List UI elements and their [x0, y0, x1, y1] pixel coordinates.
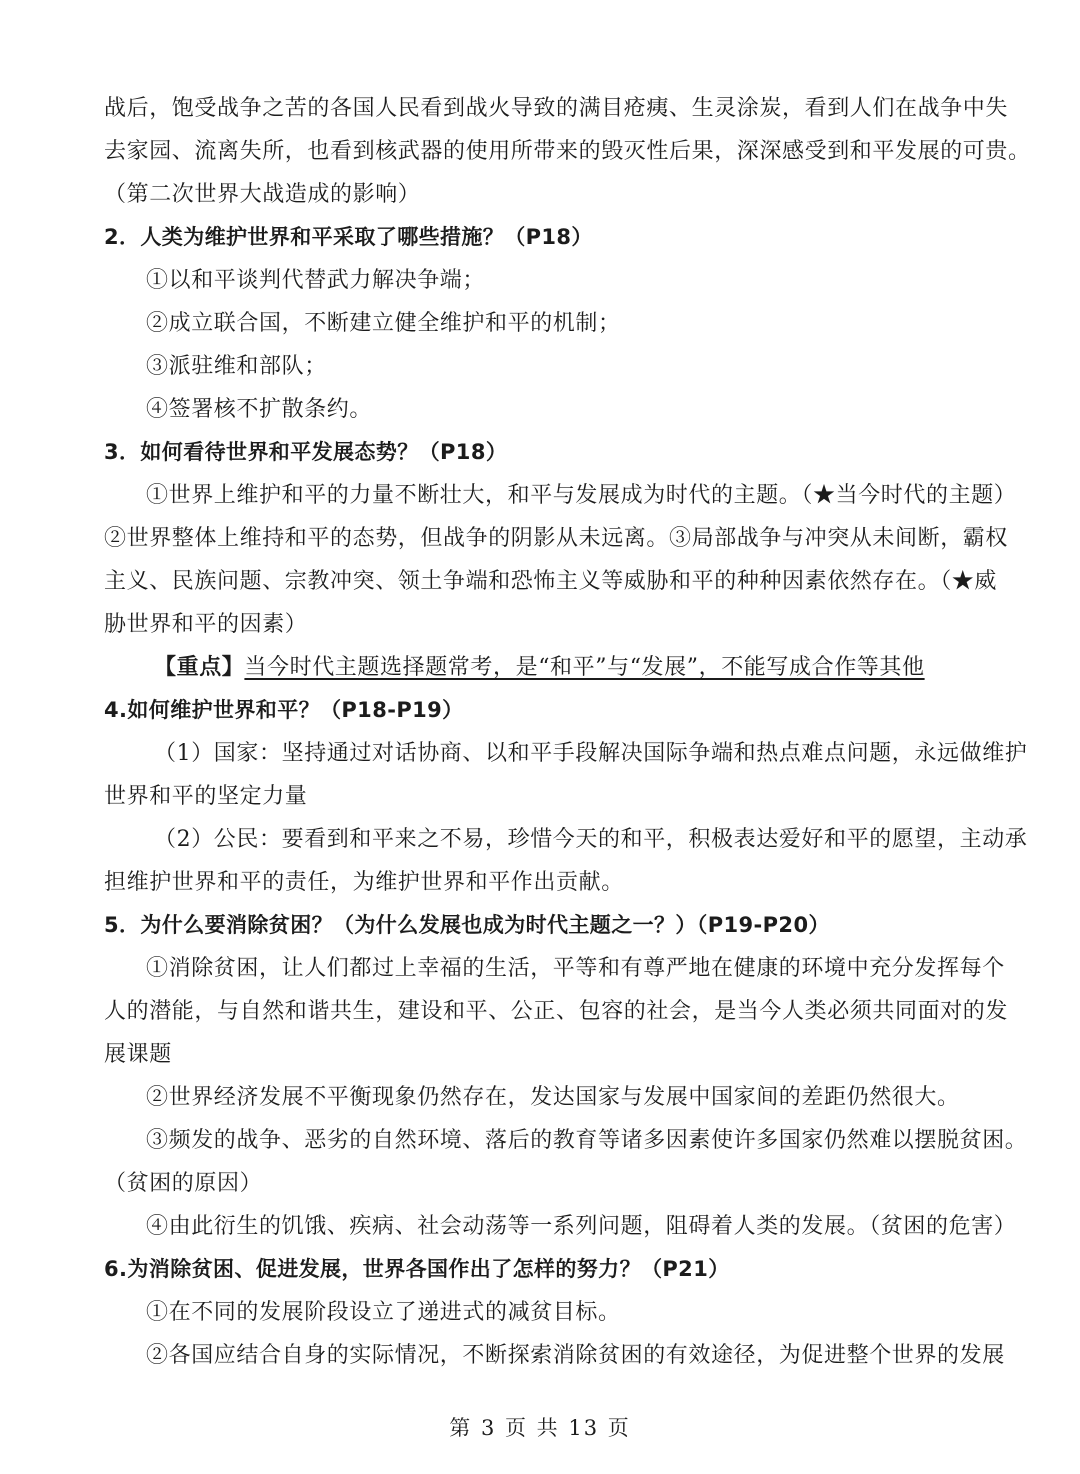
paragraph-line: ②世界经济发展不平衡现象仍然存在，发达国家与发展中国家间的差距仍然很大。 — [146, 1085, 960, 1110]
paragraph-line: （贫困的原因） — [104, 1171, 263, 1196]
paragraph-line: 战后，饱受战争之苦的各国人民看到战火导致的满目疮痍、生灵涂炭，看到人们在战争中失 — [104, 96, 1009, 121]
paragraph-line: 主义、民族问题、宗教冲突、领土争端和恐怖主义等威胁和平的种种因素依然存在。（★威 — [104, 569, 998, 594]
paragraph-line: ①消除贫困，让人们都过上幸福的生活，平等和有尊严地在健康的环境中充分发挥每个 — [146, 956, 1005, 981]
list-item: ③派驻维和部队； — [146, 354, 327, 379]
paragraph-line: （第二次世界大战造成的影响） — [104, 182, 421, 207]
question-heading-4: 4.如何维护世界和平？（P18-P19） — [104, 698, 464, 722]
paragraph-line: ①世界上维护和平的力量不断壮大，和平与发展成为时代的主题。（★当今时代的主题） — [146, 483, 1017, 508]
paragraph-line: ①在不同的发展阶段设立了递进式的减贫目标。 — [146, 1300, 621, 1325]
question-heading-2: 2．人类为维护世界和平采取了哪些措施？（P18） — [104, 225, 593, 249]
paragraph-line: 担维护世界和平的责任，为维护世界和平作出贡献。 — [104, 870, 624, 895]
paragraph-line: 人的潜能，与自然和谐共生，建设和平、公正、包容的社会，是当今人类必须共同面对的发 — [104, 999, 1009, 1024]
paragraph-line: ④由此衍生的饥饿、疾病、社会动荡等一系列问题，阻碍着人类的发展。（贫困的危害） — [146, 1214, 1017, 1239]
key-point-text: 当今时代主题选择题常考，是“和平”与“发展”，不能写成合作等其他 — [244, 655, 925, 680]
paragraph-line: 去家园、流离失所，也看到核武器的使用所带来的毁灭性后果，深深感受到和平发展的可贵。 — [104, 139, 1031, 164]
list-item: ②成立联合国，不断建立健全维护和平的机制； — [146, 311, 621, 336]
paragraph-line: 世界和平的坚定力量 — [104, 784, 308, 809]
key-point-note — [104, 646, 976, 689]
paragraph-line: （2）公民：要看到和平来之不易，珍惜今天的和平，积极表达爱好和平的愿望，主动承 — [154, 827, 1028, 852]
paragraph-line: 展课题 — [104, 1042, 172, 1067]
key-point-label: 【重点】 — [154, 654, 245, 680]
paragraph-line: （1）国家：坚持通过对话协商、以和平手段解决国际争端和热点难点问题，永远做维护 — [154, 741, 1028, 766]
paragraph-line: ②各国应结合自身的实际情况，不断探索消除贫困的有效途径，为促进整个世界的发展 — [146, 1343, 1005, 1368]
paragraph-line: ②世界整体上维持和平的态势，但战争的阴影从未远离。③局部战争与冲突从未间断，霸权 — [104, 526, 1009, 551]
paragraph-line: ③频发的战争、恶劣的自然环境、落后的教育等诸多因素使许多国家仍然难以摆脱贫困。 — [146, 1128, 1028, 1153]
question-heading-3: 3．如何看待世界和平发展态势？（P18） — [104, 440, 508, 464]
list-item: ④签署核不扩散条约。 — [146, 397, 373, 422]
document-body — [104, 87, 1031, 1377]
page-number-footer: 第 3 页 共 13 页 — [449, 1416, 631, 1440]
paragraph-line: 胁世界和平的因素） — [104, 612, 308, 637]
question-heading-6: 6.为消除贫困、促进发展，世界各国作出了怎样的努力？（P21） — [104, 1257, 730, 1281]
list-item: ①以和平谈判代替武力解决争端； — [146, 268, 486, 293]
question-heading-5: 5．为什么要消除贫困？（为什么发展也成为时代主题之一？）（P19-P20） — [104, 913, 830, 937]
